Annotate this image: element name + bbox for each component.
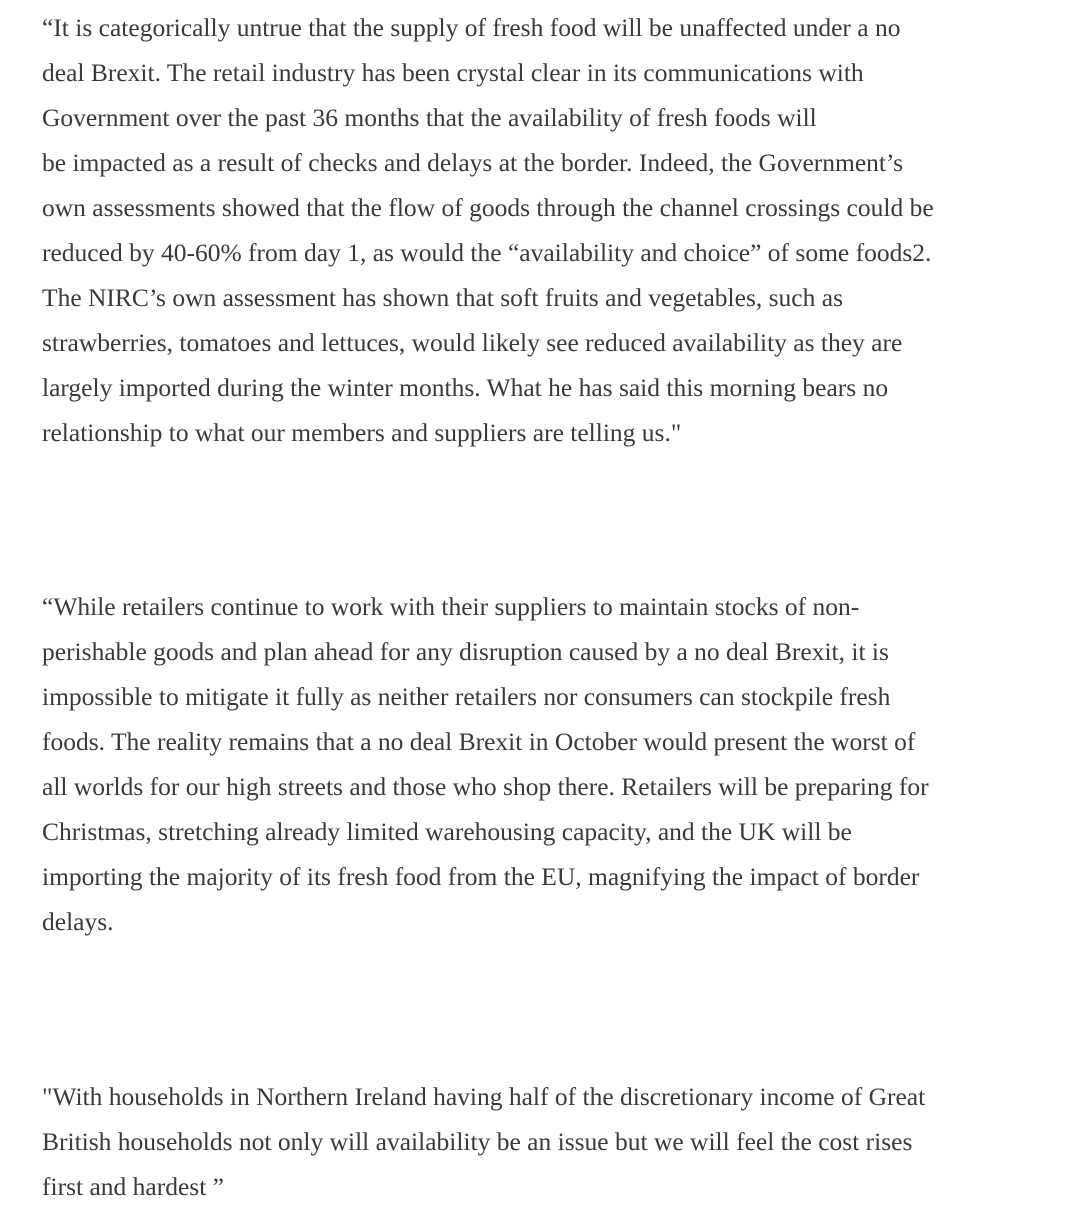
text-line: deal Brexit. The retail industry has been crystal clear in its communications with <box>42 58 864 87</box>
text-line: largely imported during the winter months. What he has said this morning bears no <box>42 373 889 402</box>
text-line: "With households in Northern Ireland having half of the discretionary income of Great <box>42 1082 926 1111</box>
text-line: importing the majority of its fresh food from the EU, magnifying the impact of border <box>42 862 920 891</box>
text-line: impossible to mitigate it fully as neither retailers nor consumers can stockpile fresh <box>42 682 891 711</box>
text-line: British households not only will availability be an issue but we will feel the cost rises <box>42 1127 913 1156</box>
quote-paragraph-households <box>42 1074 925 1209</box>
text-line: “It is categorically untrue that the supply of fresh food will be unaffected under a no <box>42 13 901 42</box>
text-line: first and hardest ” <box>42 1172 224 1201</box>
quote-paragraph-fresh-food <box>42 5 934 455</box>
text-line: Government over the past 36 months that the availability of fresh foods will <box>42 103 817 132</box>
text-line: be impacted as a result of checks and delays at the border. Indeed, the Government’s <box>42 148 904 177</box>
text-line: reduced by 40-60% from day 1, as would the “availability and choice” of some foods2. <box>42 238 932 267</box>
text-line: “While retailers continue to work with their suppliers to maintain stocks of non- <box>42 592 860 621</box>
text-line: all worlds for our high streets and those who shop there. Retailers will be preparing for <box>42 772 929 801</box>
text-line: delays. <box>42 907 114 936</box>
text-line: strawberries, tomatoes and lettuces, would likely see reduced availability as they are <box>42 328 903 357</box>
text-line: Christmas, stretching already limited warehousing capacity, and the UK will be <box>42 817 852 846</box>
text-line: foods. The reality remains that a no deal Brexit in October would present the worst of <box>42 727 916 756</box>
text-line: relationship to what our members and suppliers are telling us." <box>42 418 682 447</box>
quote-paragraph-stockpiling <box>42 584 929 944</box>
text-line: perishable goods and plan ahead for any disruption caused by a no deal Brexit, it is <box>42 637 889 666</box>
text-line: own assessments showed that the flow of goods through the channel crossings could be <box>42 193 934 222</box>
text-line: The NIRC’s own assessment has shown that soft fruits and vegetables, such as <box>42 283 843 312</box>
